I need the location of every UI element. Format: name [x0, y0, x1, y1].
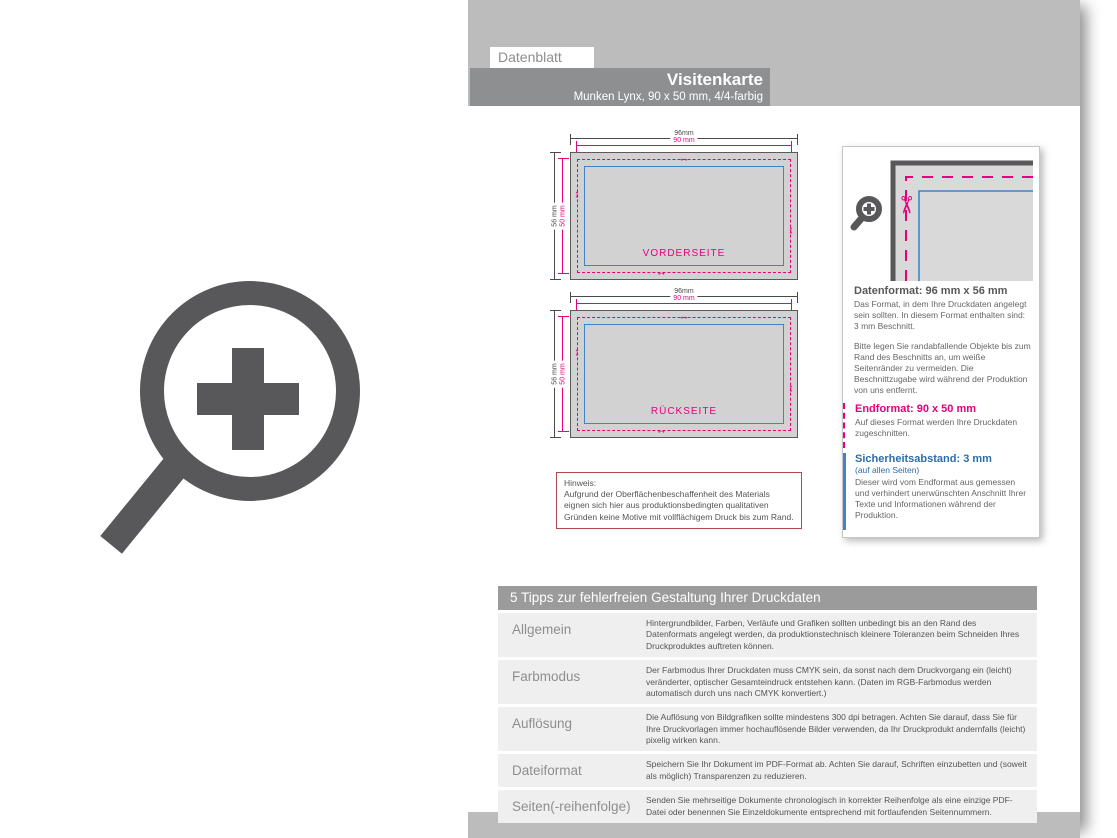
card-diagram-back — [546, 290, 808, 450]
tip-label: Allgemein — [512, 622, 572, 637]
sicherheitsabstand-heading: Sicherheitsabstand: 3 mm — [855, 453, 992, 465]
bleed-arrow-icon: ↔ — [678, 152, 690, 165]
endformat-heading: Endformat: 90 x 50 mm — [855, 403, 977, 415]
bleed-arrow-icon: ↕ — [574, 346, 580, 359]
sicherheitsabstand-section — [843, 453, 1031, 530]
front-side-label: VORDERSEITE — [642, 248, 726, 259]
dimension-line-96mm: 96mm — [570, 296, 798, 297]
tip-text: Der Farbmodus Ihrer Druckdaten muss CMYK sein, da sonst nach dem Druckvorgang ein (leicht) veränderter, optischer Gesamteindruck entstehen kann. (Daten im RGB-Farbmodus werden automatisch durch uns nach CMYK konvertiert.) — [646, 665, 1012, 698]
table-row — [498, 754, 1037, 787]
datenformat-rect — [570, 310, 798, 438]
bleed-arrow-icon: ↕ — [788, 224, 794, 237]
sheet-content — [468, 106, 1080, 817]
zoom-plus-icon[interactable] — [0, 0, 468, 838]
sicherheitsabstand-subheading: (auf allen Seiten) — [855, 465, 920, 475]
datenformat-paragraph: Bitte legen Sie randabfallende Objekte bis zum Rand des Beschnitts an, um weiße Seitenränder zu vermeiden. Die Beschnittzugabe wird während der Produktion von uns entfernt. — [854, 341, 1031, 396]
hinweis-text: Aufgrund der Oberflächenbeschaffenheit des Materials eignen sich hier aus produktionsbedingten qualitativen Gründen keine Motive mit vollflächigem Druck bis zum Rand. — [564, 489, 794, 522]
tip-text: Speichern Sie Ihr Dokument im PDF-Format ab. Achten Sie darauf, Schriften einzubetten und (soweit als möglich) Transparenzen zu reduzieren. — [646, 759, 1027, 781]
bleed-arrow-icon: ↔ — [678, 310, 690, 323]
dimension-line-50mm: 50 mm — [562, 316, 563, 432]
page-subtitle: Munken Lynx, 90 x 50 mm, 4/4-farbig — [573, 91, 763, 103]
tips-header: 5 Tipps zur fehlerfreien Gestaltung Ihrer Druckdaten — [498, 586, 1037, 610]
page-title: Visitenkarte — [666, 70, 763, 89]
back-side-label: RÜCKSEITE — [650, 406, 718, 417]
sicherheitsabstand-paragraph: Dieser wird vom Endformat aus gemessen und verhindert unerwünschten Anschnitt Ihrer Texte und Informationen während der Produktion. — [855, 477, 1027, 521]
dimension-line-56mm: 56 mm — [554, 310, 555, 438]
hinweis-title: Hinweis: — [564, 478, 597, 488]
datenformat-rect — [570, 152, 798, 280]
dimension-line-56mm: 56 mm — [554, 152, 555, 280]
tip-label: Auflösung — [512, 716, 573, 732]
endformat-paragraph: Auf dieses Format werden Ihre Druckdaten zugeschnitten. — [855, 417, 1018, 439]
format-info-panel — [842, 146, 1040, 538]
card-diagram-front — [546, 132, 808, 292]
title-bar — [470, 68, 770, 106]
bleed-arrow-icon: ↔ — [655, 424, 667, 437]
table-row — [498, 790, 1037, 823]
scissors-icon: ✂ — [892, 194, 920, 216]
tab-datenblatt[interactable]: Datenblatt — [490, 47, 594, 68]
corner-zoom-illustration — [849, 153, 1033, 281]
datenformat-paragraph: Das Format, in dem Ihre Druckdaten angelegt sein sollten. In diesem Format enthalten sind: 3 mm Beschnitt. — [854, 299, 1027, 332]
datasheet-panel — [468, 0, 1080, 838]
tip-text: Hintergrundbilder, Farben, Verläufe und Grafiken sollten unbedingt bis an den Rand des Datenformats angelegt werden, da produktionstechnisch kleinere Toleranzen beim Schneiden Ihres Druckproduktes auftreten können. — [646, 618, 1020, 651]
bleed-arrow-icon: ↕ — [788, 382, 794, 395]
table-row — [498, 707, 1037, 751]
tip-text: Senden Sie mehrseitige Dokumente chronologisch in korrekter Reihenfolge als eine einzige PDF-Datei oder benennen Sie Einzeldokumente entsprechend mit fortlaufenden Seitennummern. — [646, 795, 1013, 817]
dimension-line-96mm: 96mm — [570, 138, 798, 139]
tip-text: Die Auflösung von Bildgrafiken sollte mindestens 300 dpi betragen. Achten Sie darauf, dass Sie für Ihre Druckvorlagen immer hochauflösende Bilder verwenden, da Ihr Druckprodukt andernfalls (leicht) pixelig wirken kann. — [646, 712, 1026, 745]
bleed-arrow-icon: ↕ — [574, 188, 580, 201]
zoom-plus-icon — [849, 195, 887, 239]
table-row — [498, 613, 1037, 657]
tip-label: Dateiformat — [512, 763, 582, 779]
dimension-line-90mm: 90 mm — [576, 303, 792, 304]
hinweis-box — [556, 472, 802, 529]
datenformat-section — [854, 285, 1031, 405]
table-row — [498, 660, 1037, 704]
dimension-line-50mm: 50 mm — [562, 158, 563, 274]
tips-table — [498, 586, 1037, 823]
dimension-line-90mm: 90 mm — [576, 145, 792, 146]
endformat-section — [843, 403, 1031, 448]
tip-label: Seiten(-reihenfolge) — [512, 799, 631, 815]
tip-label: Farbmodus — [512, 669, 581, 685]
bleed-arrow-icon: ↔ — [655, 266, 667, 279]
datenformat-heading: Datenformat: 96 mm x 56 mm — [854, 285, 1008, 297]
